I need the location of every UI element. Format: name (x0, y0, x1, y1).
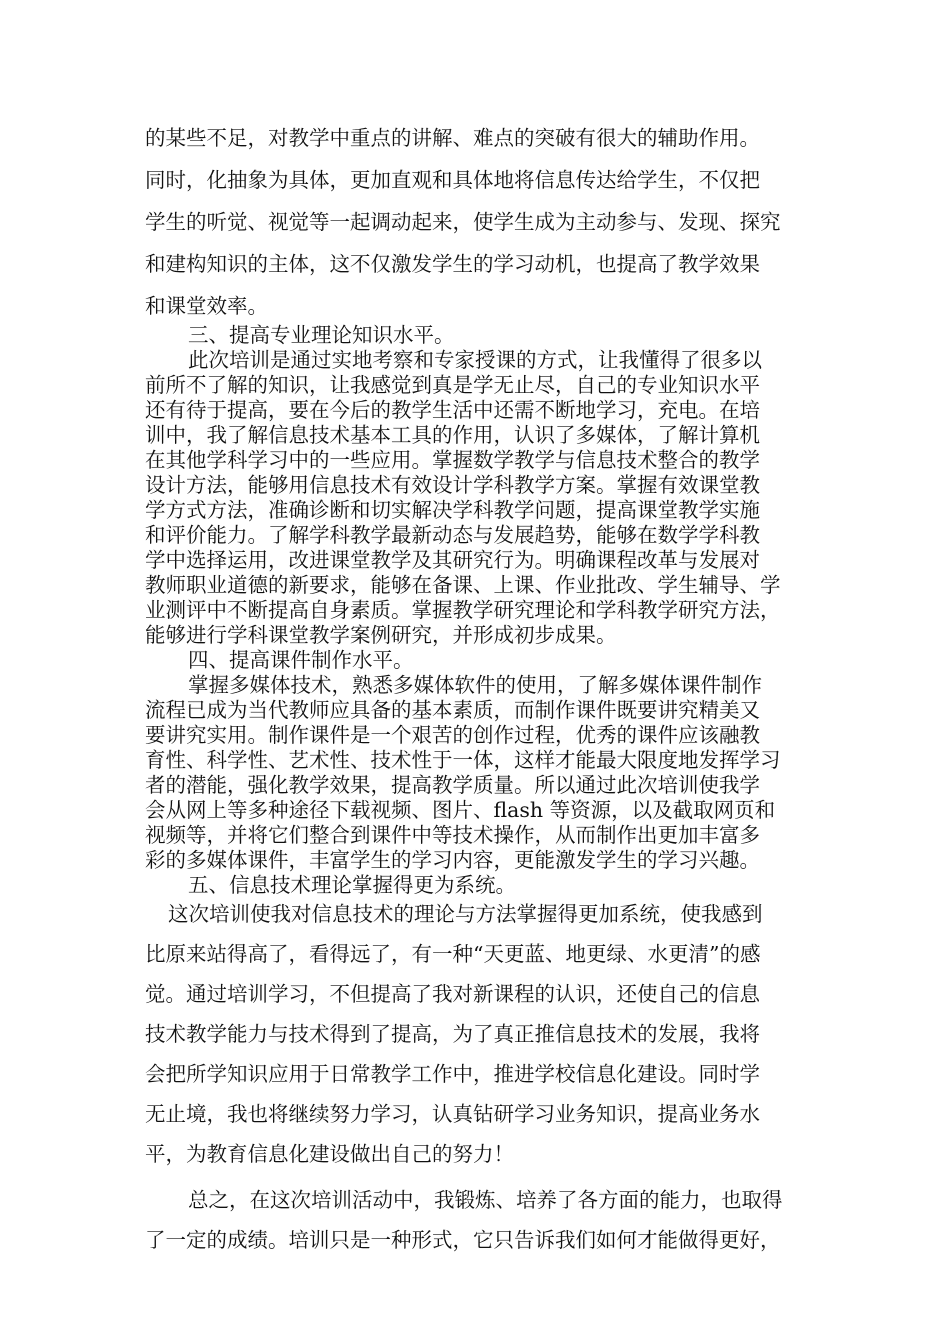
text-line: 能够进行学科课堂教学案例研究，并形成初步成果。 (145, 623, 617, 647)
text-line: 在其他学科学习中的一些应用。掌握数学教学与信息技术整合的教学 (145, 448, 760, 472)
text-line: 者的潜能，强化教学效果，提高教学质量。所以通过此次培训使我学 (145, 773, 760, 797)
text-line: 流程已成为当代教师应具备的基本素质，而制作课件既要讲究精美又 (145, 698, 760, 722)
text-line: 学方式方法，准确诊断和切实解决学科教学问题，提高课堂教学实施 (145, 498, 760, 522)
text-line: 和评价能力。了解学科教学最新动态与发展趋势，能够在数学学科教 (145, 523, 760, 547)
text-line: 彩的多媒体课件，丰富学生的学习内容，更能激发学生的学习兴趣。 (145, 848, 760, 872)
text-line: 还有待于提高，要在今后的教学生活中还需不断地学习，充电。在培 (145, 398, 760, 422)
section-heading-4: 四、提高课件制作水平。 (188, 648, 414, 672)
text-line: 了一定的成绩。培训只是一种形式，它只告诉我们如何才能做得更好， (145, 1228, 781, 1252)
text-line: 学生的听觉、视觉等一起调动起来，使学生成为主动参与、发现、探究 (145, 210, 781, 234)
text-line: 要讲究实用。制作课件是一个艰苦的创作过程，优秀的课件应该融教 (145, 723, 760, 747)
section-heading-5: 五、信息技术理论掌握得更为系统。 (188, 873, 516, 897)
text-line: 的某些不足，对教学中重点的讲解、难点的突破有很大的辅助作用。 (145, 126, 760, 150)
text-line: 会从网上等多种途径下载视频、图片、flash 等资源，以及截取网页和 (145, 798, 776, 822)
text-line: 这次培训使我对信息技术的理论与方法掌握得更加系统，使我感到 (168, 902, 763, 926)
text-line: 视频等，并将它们整合到课件中等技术操作，从而制作出更加丰富多 (145, 823, 760, 847)
text-line: 平，为教育信息化建设做出自己的努力！ (145, 1142, 514, 1166)
text-line: 学中选择运用，改进课堂教学及其研究行为。明确课程改革与发展对 (145, 548, 760, 572)
text-line: 觉。通过培训学习，不但提高了我对新课程的认识，还使自己的信息 (145, 982, 760, 1006)
text-line: 技术教学能力与技术得到了提高，为了真正推信息技术的发展，我将 (145, 1022, 760, 1046)
text-line: 和建构知识的主体，这不仅激发学生的学习动机，也提高了教学效果 (145, 252, 760, 276)
text-line: 掌握多媒体技术，熟悉多媒体软件的使用，了解多媒体课件制作 (188, 673, 762, 697)
text-line: 育性、科学性、艺术性、技术性于一体，这样才能最大限度地发挥学习 (145, 748, 781, 772)
text-line: 此次培训是通过实地考察和专家授课的方式，让我懂得了很多以 (188, 348, 762, 372)
text-line: 无止境，我也将继续努力学习，认真钻研学习业务知识，提高业务水 (145, 1102, 760, 1126)
text-line: 训中，我了解信息技术基本工具的作用，认识了多媒体，了解计算机 (145, 423, 760, 447)
text-line: 会把所学知识应用于日常教学工作中，推进学校信息化建设。同时学 (145, 1062, 760, 1086)
text-line: 设计方法，能够用信息技术有效设计学科教学方案。掌握有效课堂教 (145, 473, 760, 497)
text-line: 前所不了解的知识，让我感觉到真是学无止尽，自己的专业知识水平 (145, 373, 760, 397)
text-line: 教师职业道德的新要求，能够在备课、上课、作业批改、学生辅导、学 (145, 573, 781, 597)
text-line: 总之，在这次培训活动中，我锻炼、培养了各方面的能力，也取得 (188, 1188, 783, 1212)
text-line: 同时，化抽象为具体，更加直观和具体地将信息传达给学生，不仅把 (145, 168, 760, 192)
text-line: 比原来站得高了，看得远了，有一种“天更蓝、地更绿、水更清”的感 (145, 942, 761, 966)
section-heading-3: 三、提高专业理论知识水平。 (188, 323, 455, 347)
text-line: 和课堂效率。 (145, 294, 268, 318)
text-line: 业测评中不断提高自身素质。掌握教学研究理论和学科教学研究方法， (145, 598, 781, 622)
